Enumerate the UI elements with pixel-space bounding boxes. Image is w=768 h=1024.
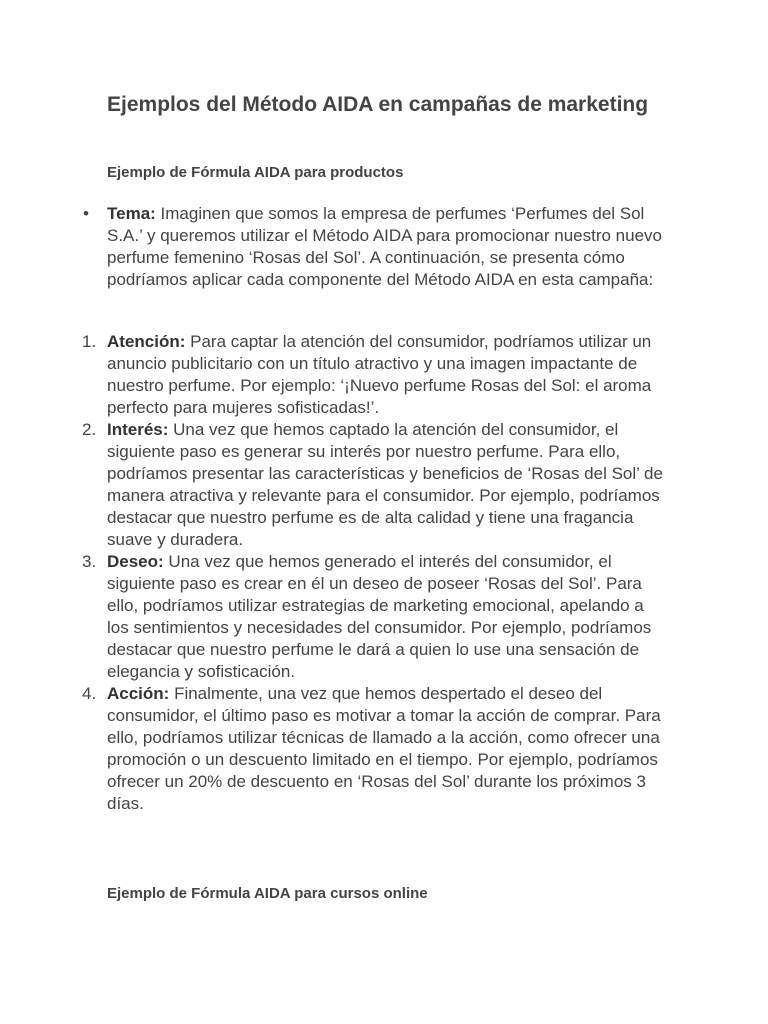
step-number: 1. [82,332,97,351]
aida-steps-list [0,331,665,815]
step-number: 3. [82,552,97,571]
section-heading-products: Ejemplo de Fórmula AIDA para productos [107,164,404,181]
step-text-attention: Para captar la atención del consumidor, podríamos utilizar un anuncio publicitario con un título atractivo y una imagen impactante de nuestro perfume. Por ejemplo: ‘¡Nuevo perfume Rosas del Sol: el aroma perfecto para mujeres sofisticadas!’. [107,332,652,417]
step-text-action: Finalmente, una vez que hemos despertado el deseo del consumidor, el último paso es motivar a tomar la acción de comprar. Para ello, podríamos utilizar técnicas de llamado a la acción, como ofrecer una promoción o un descuento limitado en el tiempo. Por ejemplo, podríamos ofrecer un 20% de descuento en ‘Rosas del Sol’ durante los próximos 3 días. [107,684,661,813]
section-heading-online-courses: Ejemplo de Fórmula AIDA para cursos online [107,885,428,902]
list-item-desire [0,551,665,683]
list-item-action [0,683,665,815]
topic-text: Imaginen que somos la empresa de perfumes ‘Perfumes del Sol S.A.’ y queremos utilizar el Método AIDA para promocionar nuestro nuevo perfume femenino ‘Rosas del Sol’. A continuación, se presenta cómo podríamos aplicar cada componente del Método AIDA en esta campaña: [107,204,662,289]
step-number: 2. [82,420,97,439]
step-label-action: Acción: [107,684,170,703]
list-item-topic [0,203,667,291]
step-text-desire: Una vez que hemos generado el interés del consumidor, el siguiente paso es crear en él un deseo de poseer ‘Rosas del Sol’. Para ello, podríamos utilizar estrategias de marketing emocional, apelando a los sentimientos y necesidades del consumidor. Por ejemplo, podríamos destacar que nuestro perfume le dará a quien lo use una sensación de elegancia y sofisticación. [107,552,652,681]
step-label-interest: Interés: [107,420,169,439]
step-text-interest: Una vez que hemos captado la atención del consumidor, el siguiente paso es generar su interés por nuestro perfume. Para ello, podríamos presentar las características y beneficios de ‘Rosas del Sol’ de manera atractiva y relevante para el consumidor. Por ejemplo, podríamos destacar que nuestro perfume es de alta calidad y tiene una fragancia suave y duradera. [107,420,663,549]
step-label-desire: Deseo: [107,552,164,571]
list-item-interest [0,419,665,551]
topic-bullet-list [0,203,667,291]
list-item-attention [0,331,665,419]
topic-label: Tema: [107,204,156,223]
document-title: Ejemplos del Método AIDA en campañas de marketing [107,93,649,116]
step-label-attention: Atención: [107,332,186,351]
step-number: 4. [82,684,97,703]
bullet-marker: • [83,204,89,223]
